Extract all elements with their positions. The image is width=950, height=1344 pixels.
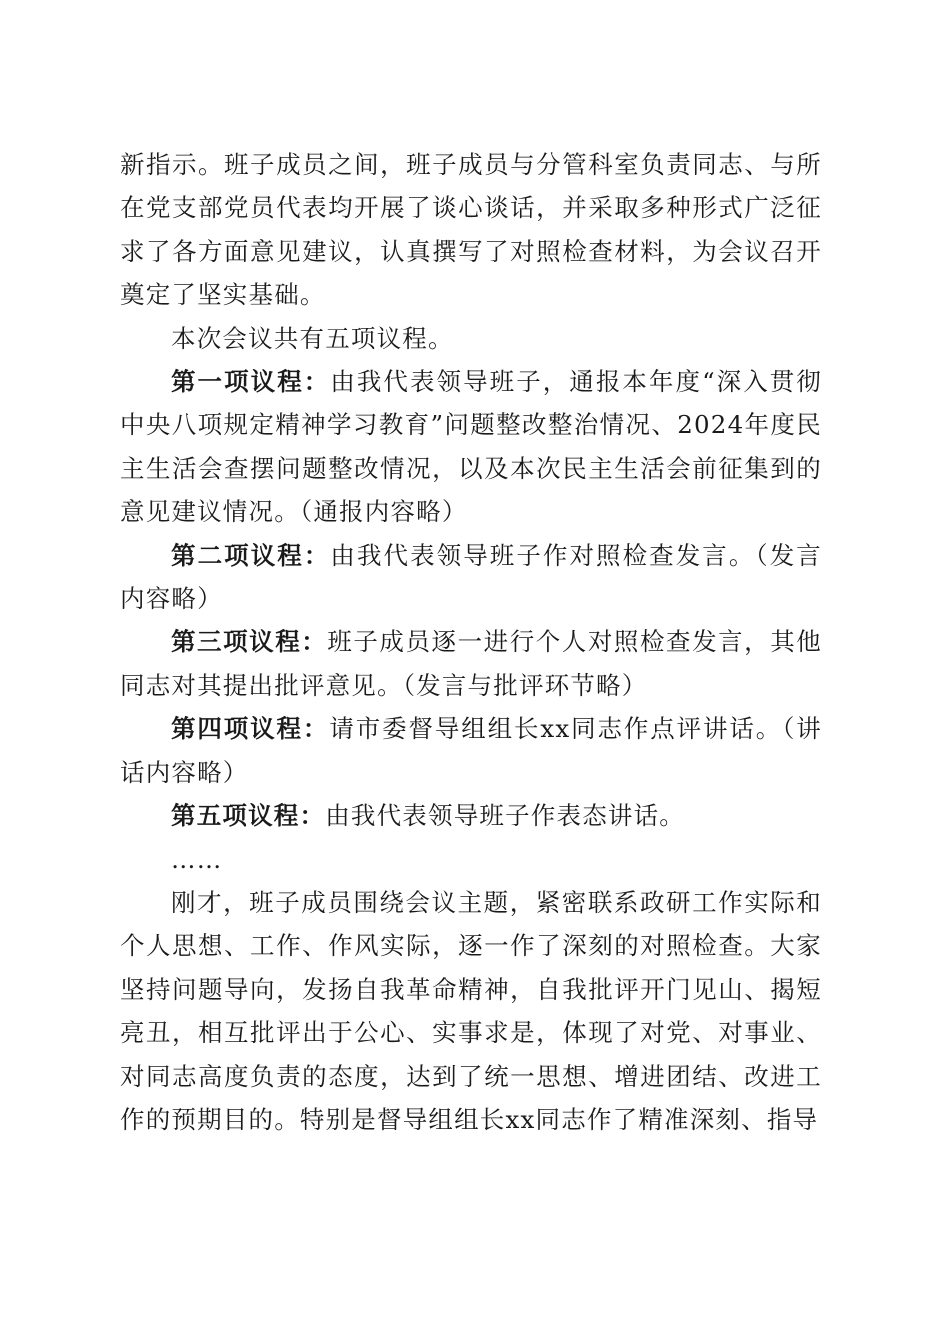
document-body (120, 143, 822, 1141)
paragraph-agenda-item-4 (120, 707, 822, 794)
paragraph-text: …… (171, 844, 223, 874)
paragraph-summary (120, 881, 822, 1141)
agenda-item-heading: 第一项议程： (171, 367, 331, 397)
paragraph-agenda-item-1 (120, 360, 822, 534)
paragraph-text: 本次会议共有五项议程。 (171, 323, 454, 353)
paragraph-text: 由我代表领导班子作表态讲话。 (325, 801, 686, 831)
paragraph-text: 新指示。班子成员之间，班子成员与分管科室负责同志、与所在党支部党员代表均开展了谈心谈话，并采取多种形式广泛征求了各方面意见建议，认真撰写了对照检查材料，为会议召开奠定了坚实基础。 (120, 150, 822, 310)
paragraph-text: 班子成员逐一进行个人对照检查发言，其他同志对其提出批评意见。（发言与批评环节略） (120, 627, 822, 700)
paragraph-text: 刚才，班子成员围绕会议主题，紧密联系政研工作实际和个人思想、工作、作风实际，逐一作了深刻的对照检查。大家坚持问题导向，发扬自我革命精神，自我批评开门见山、揭短亮丑，相互批评出于公心、实事求是，体现了对党、对事业、对同志高度负责的态度，达到了统一思想、增进团结、改进工作的预期目的。特别是督导组组长xx同志作了精准深刻、指导 (120, 887, 822, 1134)
paragraph-agenda-item-3 (120, 620, 822, 707)
agenda-item-heading: 第三项议程： (171, 627, 328, 657)
agenda-item-heading: 第五项议程： (171, 801, 326, 831)
paragraph-text: 请市委督导组组长xx同志作点评讲话。（讲话内容略） (120, 714, 822, 787)
paragraph-preparation (120, 143, 822, 317)
paragraph-ellipsis (120, 838, 822, 881)
agenda-item-heading: 第四项议程： (171, 714, 330, 744)
paragraph-agenda-item-2 (120, 534, 822, 621)
paragraph-agenda-item-5 (120, 794, 822, 837)
agenda-item-heading: 第二项议程： (171, 540, 331, 570)
paragraph-agenda-intro (120, 317, 822, 360)
paragraph-text: 由我代表领导班子作对照检查发言。（发言内容略） (120, 540, 822, 614)
paragraph-text: 由我代表领导班子，通报本年度“深入贯彻中央八项规定精神学习教育”问题整改整治情况、2024年度民主生活会查摆问题整改情况，以及本次民主生活会前征集到的意见建议情况。（通报内容略） (120, 367, 823, 527)
